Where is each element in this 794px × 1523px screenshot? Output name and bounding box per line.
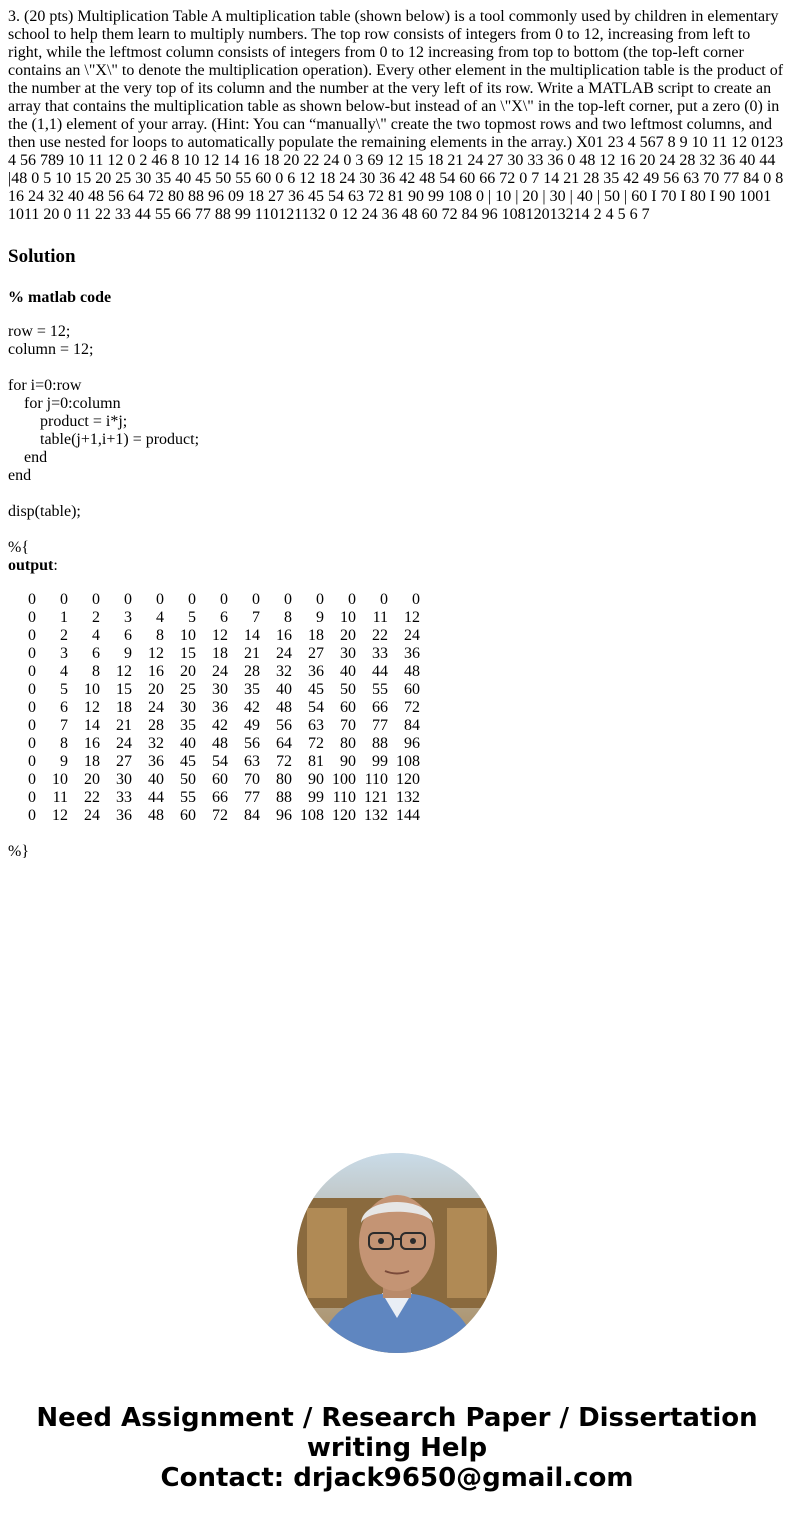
output-cell: 88 — [276, 789, 292, 806]
footer-line-1: Need Assignment / Research Paper / Dissertation — [36, 1403, 758, 1433]
output-cell: 20 — [180, 663, 196, 680]
output-cell: 24 — [212, 663, 228, 680]
output-cell: 56 — [276, 717, 292, 734]
output-cell: 144 — [396, 807, 420, 824]
output-cell: 24 — [404, 627, 420, 644]
output-cell: 28 — [244, 663, 260, 680]
output-cell: 0 — [156, 591, 164, 608]
output-cell: 40 — [148, 771, 164, 788]
output-cell: 64 — [276, 735, 292, 752]
output-cell: 60 — [404, 681, 420, 698]
output-cell: 55 — [372, 681, 388, 698]
code-heading: % matlab code — [8, 289, 112, 306]
output-cell: 0 — [316, 591, 324, 608]
output-cell: 35 — [180, 717, 196, 734]
output-cell: 70 — [340, 717, 356, 734]
output-cell: 21 — [116, 717, 132, 734]
output-cell: 121 — [364, 789, 388, 806]
output-cell: 12 — [84, 699, 100, 716]
output-cell: 63 — [244, 753, 260, 770]
output-cell: 10 — [52, 771, 68, 788]
output-cell: 12 — [52, 807, 68, 824]
output-cell: 66 — [372, 699, 388, 716]
output-cell: 55 — [180, 789, 196, 806]
output-cell: 72 — [212, 807, 228, 824]
output-cell: 0 — [124, 591, 132, 608]
output-cell: 9 — [60, 753, 68, 770]
output-cell: 48 — [212, 735, 228, 752]
output-cell: 24 — [148, 699, 164, 716]
output-cell: 0 — [28, 717, 36, 734]
output-cell: 45 — [308, 681, 324, 698]
output-cell: 30 — [212, 681, 228, 698]
output-cell: 32 — [276, 663, 292, 680]
output-cell: 16 — [148, 663, 164, 680]
output-cell: 0 — [28, 627, 36, 644]
output-cell: 54 — [212, 753, 228, 770]
output-row — [8, 717, 786, 735]
output-cell: 4 — [60, 663, 68, 680]
output-cell: 96 — [276, 807, 292, 824]
output-cell: 4 — [92, 627, 100, 644]
output-cell: 0 — [28, 591, 36, 608]
output-cell: 20 — [148, 681, 164, 698]
output-cell: 21 — [244, 645, 260, 662]
output-row — [8, 645, 786, 663]
output-cell: 50 — [180, 771, 196, 788]
output-cell: 36 — [308, 663, 324, 680]
output-cell: 60 — [212, 771, 228, 788]
output-cell: 84 — [404, 717, 420, 734]
output-cell: 2 — [92, 609, 100, 626]
output-cell: 5 — [60, 681, 68, 698]
output-cell: 77 — [372, 717, 388, 734]
output-cell: 88 — [372, 735, 388, 752]
output-cell: 33 — [116, 789, 132, 806]
output-cell: 6 — [92, 645, 100, 662]
matlab-code: row = 12; column = 12; for i=0:row for j=0:column product = i*j; table(j+1,i+1) = product; end end disp(table); %{ — [8, 323, 200, 556]
output-cell: 0 — [348, 591, 356, 608]
output-cell: 0 — [380, 591, 388, 608]
output-cell: 0 — [28, 681, 36, 698]
output-cell: 4 — [156, 609, 164, 626]
output-row — [8, 591, 786, 609]
output-cell: 8 — [156, 627, 164, 644]
output-cell: 0 — [28, 609, 36, 626]
output-cell: 35 — [244, 681, 260, 698]
output-cell: 27 — [308, 645, 324, 662]
output-cell: 96 — [404, 735, 420, 752]
output-row — [8, 681, 786, 699]
output-cell: 0 — [92, 591, 100, 608]
output-cell: 30 — [180, 699, 196, 716]
output-cell: 33 — [372, 645, 388, 662]
output-cell: 84 — [244, 807, 260, 824]
output-cell: 90 — [340, 753, 356, 770]
output-cell: 25 — [180, 681, 196, 698]
output-cell: 2 — [60, 627, 68, 644]
output-cell: 40 — [340, 663, 356, 680]
footer-banner — [0, 1403, 794, 1493]
output-row — [8, 771, 786, 789]
output-cell: 0 — [28, 807, 36, 824]
output-cell: 24 — [116, 735, 132, 752]
output-cell: 12 — [404, 609, 420, 626]
output-cell: 77 — [244, 789, 260, 806]
output-cell: 10 — [180, 627, 196, 644]
output-cell: 18 — [308, 627, 324, 644]
output-cell: 7 — [60, 717, 68, 734]
output-cell: 5 — [188, 609, 196, 626]
output-cell: 16 — [276, 627, 292, 644]
output-cell: 40 — [180, 735, 196, 752]
output-cell: 12 — [212, 627, 228, 644]
output-cell: 40 — [276, 681, 292, 698]
output-cell: 90 — [308, 771, 324, 788]
output-cell: 36 — [148, 753, 164, 770]
output-cell: 110 — [332, 789, 356, 806]
document-body — [8, 8, 786, 861]
output-cell: 72 — [308, 735, 324, 752]
output-cell: 0 — [60, 591, 68, 608]
output-cell: 132 — [396, 789, 420, 806]
output-cell: 72 — [276, 753, 292, 770]
output-cell: 70 — [244, 771, 260, 788]
output-cell: 120 — [396, 771, 420, 788]
output-cell: 44 — [148, 789, 164, 806]
output-cell: 12 — [148, 645, 164, 662]
output-cell: 0 — [252, 591, 260, 608]
output-row — [8, 753, 786, 771]
output-row — [8, 609, 786, 627]
output-row — [8, 735, 786, 753]
output-cell: 0 — [284, 591, 292, 608]
output-cell: 36 — [116, 807, 132, 824]
output-cell: 30 — [340, 645, 356, 662]
output-cell: 18 — [116, 699, 132, 716]
output-cell: 56 — [244, 735, 260, 752]
output-cell: 8 — [92, 663, 100, 680]
output-cell: 24 — [276, 645, 292, 662]
output-cell: 54 — [308, 699, 324, 716]
output-cell: 0 — [28, 771, 36, 788]
output-row — [8, 807, 786, 825]
output-cell: 16 — [84, 735, 100, 752]
output-cell: 36 — [404, 645, 420, 662]
output-cell: 0 — [412, 591, 420, 608]
output-cell: 0 — [28, 753, 36, 770]
output-table — [8, 591, 786, 825]
output-cell: 48 — [276, 699, 292, 716]
code-closing: %} — [8, 843, 30, 860]
output-cell: 28 — [148, 717, 164, 734]
output-cell: 0 — [28, 789, 36, 806]
output-colon: : — [53, 557, 58, 574]
footer-line-2: writing Help — [306, 1433, 488, 1463]
output-cell: 11 — [372, 609, 388, 626]
output-cell: 20 — [84, 771, 100, 788]
output-row — [8, 699, 786, 717]
output-cell: 11 — [52, 789, 68, 806]
output-cell: 42 — [244, 699, 260, 716]
output-cell: 18 — [212, 645, 228, 662]
output-label-line — [8, 557, 786, 575]
output-cell: 36 — [212, 699, 228, 716]
output-cell: 0 — [28, 699, 36, 716]
output-cell: 9 — [124, 645, 132, 662]
output-cell: 0 — [28, 663, 36, 680]
output-cell: 50 — [340, 681, 356, 698]
output-cell: 14 — [84, 717, 100, 734]
output-cell: 110 — [364, 771, 388, 788]
output-cell: 45 — [180, 753, 196, 770]
output-cell: 22 — [372, 627, 388, 644]
output-cell: 0 — [28, 645, 36, 662]
output-cell: 10 — [340, 609, 356, 626]
question-text: 3. (20 pts) Multiplication Table A multiplication table (shown below) is a tool commonly used by children in elementary school to help them learn to multiply numbers. The top row consists of integers from 0 to 12, increasing from left to right, while the leftmost column consists of integers from 0 to 12 increasing from top to bottom (the top-left corner contains an \"X\" to denote the multiplication operation). Every other element in the multiplication table is the product of the number at the very top of its column and the number at the very left of its row. Write a MATLAB script to create an array that contains the multiplication table as shown below-but instead of an \"X\" in the top-left corner, put a zero (0) in the (1,1) element of your array. (Hint: You can “manually\" create the two topmost rows and two leftmost columns, and then use nested for loops to automatically populate the remaining elements in the array.) X01 23 4 567 8 9 10 11 12 0123 4 56 789 10 11 12 0 2 46 8 10 12 14 16 18 20 22 24 0 3 69 12 15 18 21 24 27 30 33 36 0 48 12 16 20 24 28 32 36 40 44 |48 0 5 10 15 20 25 30 35 40 45 50 55 60 0 6 12 18 24 30 36 42 48 54 60 66 72 0 7 14 21 28 35 42 49 56 63 70 77 84 0 8 16 24 32 40 48 56 64 72 80 88 96 09 18 27 36 45 54 63 72 81 90 99 108 0 | 10 | 20 | 30 | 40 | 50 | 60 I 70 I 80 I 90 1001 1011 20 0 11 22 33 44 55 66 77 88 99 110121132 0 12 24 36 48 60 72 84 96 10812013214 2 4 5 6 7 — [8, 8, 784, 223]
output-cell: 42 — [212, 717, 228, 734]
output-cell: 60 — [340, 699, 356, 716]
output-cell: 18 — [84, 753, 100, 770]
output-cell: 15 — [116, 681, 132, 698]
output-cell: 32 — [148, 735, 164, 752]
output-cell: 6 — [124, 627, 132, 644]
output-cell: 99 — [308, 789, 324, 806]
output-cell: 14 — [244, 627, 260, 644]
output-cell: 27 — [116, 753, 132, 770]
output-cell: 6 — [220, 609, 228, 626]
output-cell: 30 — [116, 771, 132, 788]
output-cell: 44 — [372, 663, 388, 680]
output-cell: 0 — [28, 735, 36, 752]
output-cell: 48 — [404, 663, 420, 680]
output-cell: 63 — [308, 717, 324, 734]
output-cell: 10 — [84, 681, 100, 698]
footer-contact: Contact: drjack9650@gmail.com — [160, 1463, 634, 1493]
output-cell: 8 — [284, 609, 292, 626]
output-cell: 24 — [84, 807, 100, 824]
output-cell: 66 — [212, 789, 228, 806]
output-cell: 80 — [276, 771, 292, 788]
output-cell: 60 — [180, 807, 196, 824]
output-cell: 108 — [396, 753, 420, 770]
output-cell: 12 — [116, 663, 132, 680]
output-cell: 49 — [244, 717, 260, 734]
output-cell: 3 — [124, 609, 132, 626]
output-cell: 72 — [404, 699, 420, 716]
output-row — [8, 627, 786, 645]
output-row — [8, 789, 786, 807]
output-cell: 6 — [60, 699, 68, 716]
output-cell: 48 — [148, 807, 164, 824]
output-cell: 99 — [372, 753, 388, 770]
output-cell: 0 — [188, 591, 196, 608]
output-cell: 15 — [180, 645, 196, 662]
output-cell: 7 — [252, 609, 260, 626]
output-cell: 1 — [60, 609, 68, 626]
output-cell: 20 — [340, 627, 356, 644]
solution-heading: Solution — [8, 246, 76, 267]
output-cell: 9 — [316, 609, 324, 626]
output-cell: 22 — [84, 789, 100, 806]
portrait-image — [297, 1153, 497, 1353]
output-cell: 120 — [332, 807, 356, 824]
output-cell: 81 — [308, 753, 324, 770]
output-cell: 132 — [364, 807, 388, 824]
output-cell: 100 — [332, 771, 356, 788]
output-label: output — [8, 557, 54, 574]
output-row — [8, 663, 786, 681]
output-cell: 8 — [60, 735, 68, 752]
output-cell: 0 — [220, 591, 228, 608]
output-cell: 80 — [340, 735, 356, 752]
author-photo — [297, 1153, 497, 1353]
output-cell: 3 — [60, 645, 68, 662]
output-cell: 108 — [300, 807, 324, 824]
